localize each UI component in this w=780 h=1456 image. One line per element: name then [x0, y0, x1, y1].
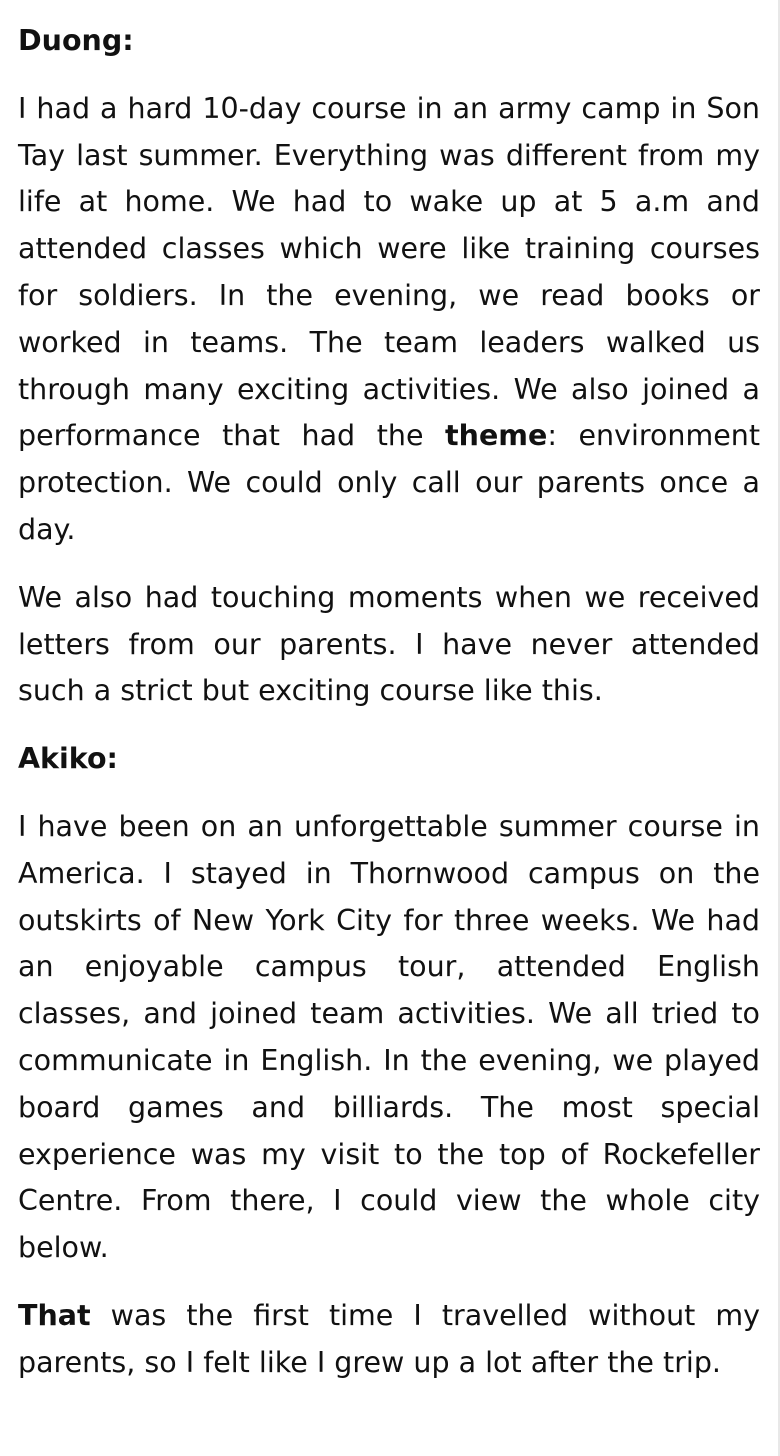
duong-p1-text-before: I had a hard 10-day course in an army camp in Son Tay last summer. Everything was different from my life at home. We had to wake up at 5 a.m and attended classes which were like training courses for soldiers. In the evening, we read books or worked in teams. The team leaders walked us through many exciting activities. We also joined a performance that had the	[18, 91, 760, 453]
speaker-akiko: Akiko:	[18, 742, 118, 776]
akiko-paragraph-1: I have been on an unforgettable summer course in America. I stayed in Thornwood campus on the outskirts of New York City for three weeks. We had an enjoyable campus tour, attended English classes, and joined team activities. We all tried to communicate in English. In the evening, we played board games and billiards. The most special experience was my visit to the top of Rockefeller Centre. From there, I could view the whole city below.	[18, 809, 760, 1265]
speaker-duong: Duong:	[18, 24, 134, 57]
duong-p1-bold-word: theme	[445, 419, 548, 453]
duong-paragraph-1	[18, 86, 760, 554]
duong-paragraph-2: We also had touching moments when we received letters from our parents. I have never attended such a strict but exciting course like this.	[18, 580, 760, 708]
duong-p1-text-after: : environment protection. We could only call our parents once a day.	[18, 419, 760, 546]
document-body	[18, 18, 760, 1408]
akiko-p2-bold-word: That	[18, 1298, 91, 1332]
akiko-p2-text-after: was the first time I travelled without my parents, so I felt like I grew up a lot after the trip.	[18, 1298, 760, 1379]
akiko-paragraph-2	[18, 1293, 760, 1387]
